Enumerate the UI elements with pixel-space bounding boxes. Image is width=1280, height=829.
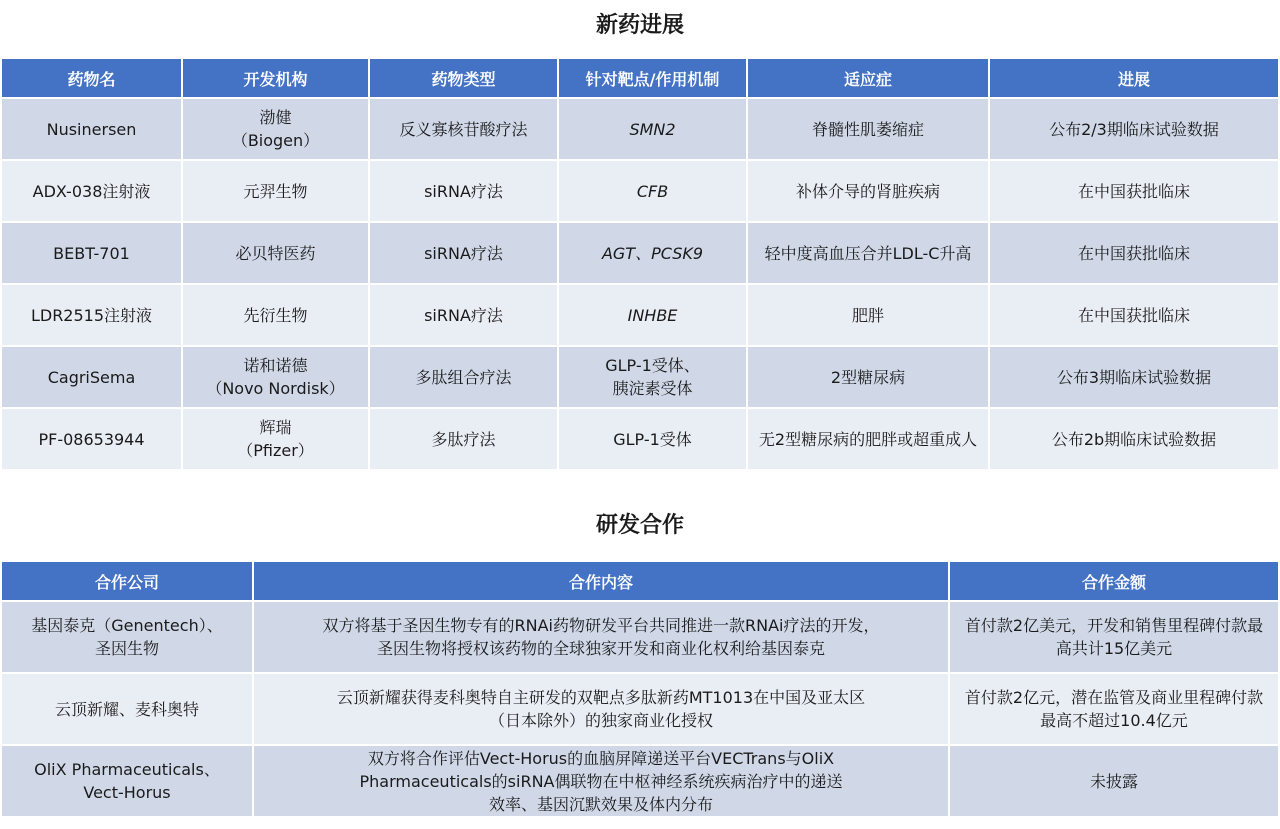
cell-progress: 公布3期临床试验数据 xyxy=(989,346,1279,408)
cell-drug-type: siRNA疗法 xyxy=(369,284,558,346)
table-row xyxy=(1,408,1279,470)
col-header-drug-type: 药物类型 xyxy=(369,58,558,98)
cell-target: INHBE xyxy=(558,284,747,346)
cell-drug-name: BEBT-701 xyxy=(1,222,182,284)
section-title-drugs: 新药进展 xyxy=(595,13,684,38)
cooperation-table xyxy=(0,560,1280,818)
table-row xyxy=(1,346,1279,408)
col-header-target: 针对靶点/作用机制 xyxy=(558,58,747,98)
table-row xyxy=(1,160,1279,222)
cell-target: GLP-1受体 xyxy=(558,408,747,470)
cell-indication: 补体介导的肾脏疾病 xyxy=(747,160,989,222)
col-header-indication: 适应症 xyxy=(747,58,989,98)
cell-progress: 在中国获批临床 xyxy=(989,284,1279,346)
cell-indication: 无2型糖尿病的肥胖或超重成人 xyxy=(747,408,989,470)
cell-drug-name: ADX-038注射液 xyxy=(1,160,182,222)
cell-amount: 首付款2亿美元，开发和销售里程碑付款最高共计15亿美元 xyxy=(949,601,1279,673)
cell-indication: 轻中度高血压合并LDL-C升高 xyxy=(747,222,989,284)
cell-progress: 在中国获批临床 xyxy=(989,160,1279,222)
drug-progress-table xyxy=(0,57,1280,471)
table-row xyxy=(1,98,1279,160)
col-header-progress: 进展 xyxy=(989,58,1279,98)
cell-progress: 公布2/3期临床试验数据 xyxy=(989,98,1279,160)
col-header-amount: 合作金额 xyxy=(949,561,1279,601)
cell-developer: 先衍生物 xyxy=(182,284,369,346)
col-header-drug-name: 药物名 xyxy=(1,58,182,98)
table-row xyxy=(1,601,1279,673)
table-row xyxy=(1,673,1279,745)
cell-progress: 公布2b期临床试验数据 xyxy=(989,408,1279,470)
cell-partners: OliX Pharmaceuticals、 Vect-Horus xyxy=(1,745,253,817)
cell-amount: 未披露 xyxy=(949,745,1279,817)
cell-drug-type: 反义寡核苷酸疗法 xyxy=(369,98,558,160)
cell-indication: 肥胖 xyxy=(747,284,989,346)
cell-target: CFB xyxy=(558,160,747,222)
cell-developer: 诺和诺德 （Novo Nordisk） xyxy=(182,346,369,408)
table-header-row xyxy=(1,561,1279,601)
cell-developer: 元羿生物 xyxy=(182,160,369,222)
cell-developer: 辉瑞 （Pfizer） xyxy=(182,408,369,470)
cell-amount: 首付款2亿元，潜在监管及商业里程碑付款最高不超过10.4亿元 xyxy=(949,673,1279,745)
table-row xyxy=(1,284,1279,346)
cell-progress: 在中国获批临床 xyxy=(989,222,1279,284)
cell-target: GLP-1受体、 胰淀素受体 xyxy=(558,346,747,408)
table-row xyxy=(1,745,1279,817)
col-header-partners: 合作公司 xyxy=(1,561,253,601)
cell-drug-name: PF-08653944 xyxy=(1,408,182,470)
cell-developer: 渤健 （Biogen） xyxy=(182,98,369,160)
section-title-cooperation: 研发合作 xyxy=(595,513,684,538)
cell-drug-type: siRNA疗法 xyxy=(369,222,558,284)
cell-drug-name: Nusinersen xyxy=(1,98,182,160)
col-header-content: 合作内容 xyxy=(253,561,949,601)
cell-partners: 云顶新耀、麦科奥特 xyxy=(1,673,253,745)
cell-partners: 基因泰克（Genentech）、 圣因生物 xyxy=(1,601,253,673)
cell-developer: 必贝特医药 xyxy=(182,222,369,284)
cell-target: AGT、PCSK9 xyxy=(558,222,747,284)
cell-drug-type: 多肽疗法 xyxy=(369,408,558,470)
cell-target: SMN2 xyxy=(558,98,747,160)
cell-drug-name: CagriSema xyxy=(1,346,182,408)
table-header-row xyxy=(1,58,1279,98)
cell-drug-type: 多肽组合疗法 xyxy=(369,346,558,408)
cell-content: 双方将基于圣因生物专有的RNAi药物研发平台共同推进一款RNAi疗法的开发， 圣因生物将授权该药物的全球独家开发和商业化权利给基因泰克 xyxy=(253,601,949,673)
cell-content: 云顶新耀获得麦科奥特自主研发的双靶点多肽新药MT1013在中国及亚太区 （日本除外）的独家商业化授权 xyxy=(253,673,949,745)
cell-content: 双方将合作评估Vect-Horus的血脑屏障递送平台VECTrans与OliX Pharmaceuticals的siRNA偶联物在中枢神经系统疾病治疗中的递送 效率、基因沉默效果及体内分布 xyxy=(253,745,949,817)
cell-drug-name: LDR2515注射液 xyxy=(1,284,182,346)
col-header-developer: 开发机构 xyxy=(182,58,369,98)
cell-indication: 脊髓性肌萎缩症 xyxy=(747,98,989,160)
table-row xyxy=(1,222,1279,284)
cell-drug-type: siRNA疗法 xyxy=(369,160,558,222)
cell-indication: 2型糖尿病 xyxy=(747,346,989,408)
